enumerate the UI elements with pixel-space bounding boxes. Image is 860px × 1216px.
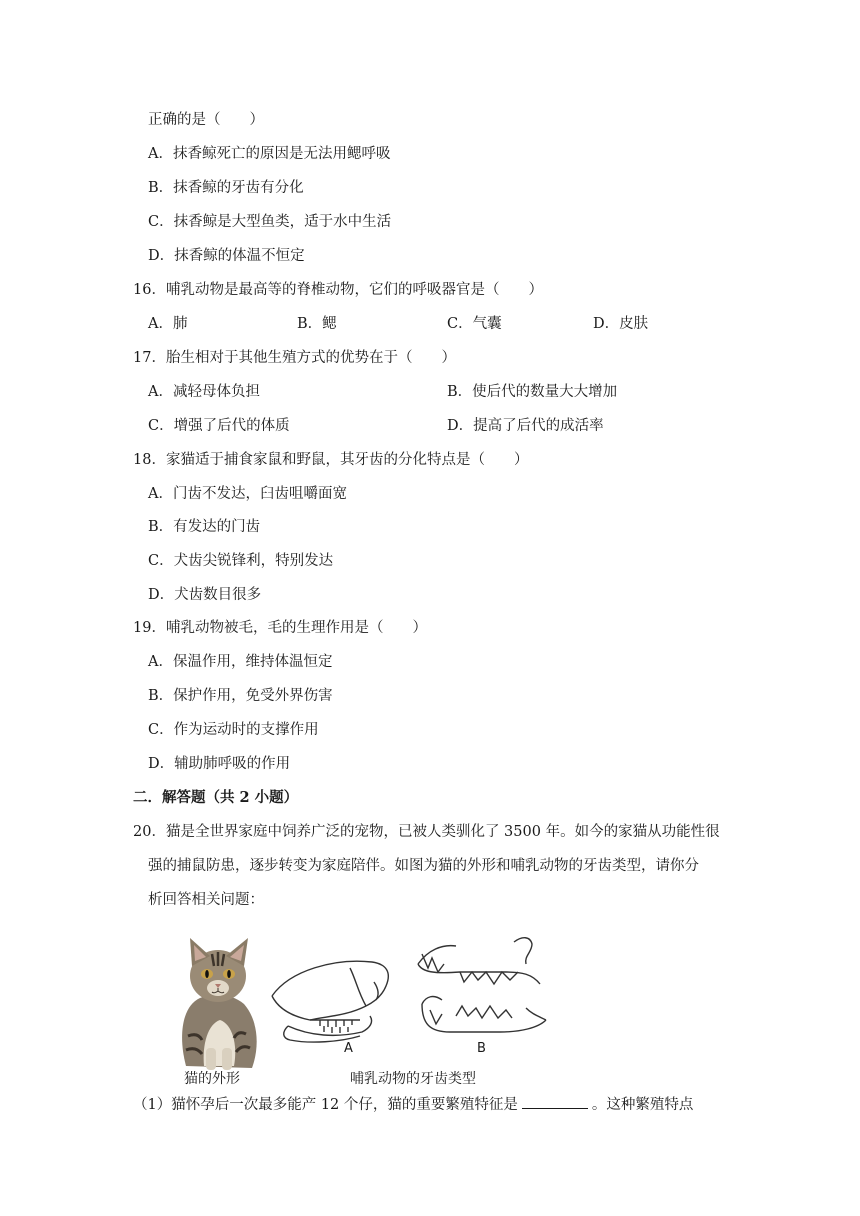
figure-illustration	[160, 928, 580, 1088]
question-17-option-b: B．使后代的数量大大增加	[447, 384, 618, 400]
question-15-option-a: A．抹香鲸死亡的原因是无法用鳃呼吸	[148, 146, 391, 162]
question-16-option-c: C．气囊	[447, 316, 502, 332]
question-19-option-b: B．保护作用，免受外界伤害	[148, 688, 333, 704]
sub-1-text-after: 。这种繁殖特点	[591, 1097, 694, 1113]
question-20-stem-line-1: 20．猫是全世界家庭中饲养广泛的宠物，已被人类驯化了 3500 年。如今的家猫从功能性很	[133, 824, 720, 840]
question-15-option-c: C．抹香鲸是大型鱼类，适于水中生活	[148, 214, 392, 230]
question-15-option-b: B．抹香鲸的牙齿有分化	[148, 180, 304, 196]
question-20-stem-line-3: 析回答相关问题：	[148, 892, 264, 908]
question-17-option-a: A．减轻母体负担	[148, 384, 260, 400]
question-18-option-c: C．犬齿尖锐锋利，特别发达	[148, 553, 334, 569]
question-18-option-d: D．犬齿数目很多	[148, 587, 262, 603]
teeth-diagram-a	[272, 961, 388, 1042]
question-20-sub-1	[133, 1094, 693, 1115]
question-16-option-a: A．肺	[148, 316, 188, 332]
question-19-option-c: C．作为运动时的支撑作用	[148, 722, 319, 738]
question-17-stem: 17．胎生相对于其他生殖方式的优势在于（ ）	[133, 350, 456, 366]
teeth-caption: 哺乳动物的牙齿类型	[350, 1071, 476, 1087]
question-19-option-d: D．辅助肺呼吸的作用	[148, 756, 291, 772]
question-16-stem: 16．哺乳动物是最高等的脊椎动物，它们的呼吸器官是（ ）	[133, 282, 543, 298]
question-17-option-c: C．增强了后代的体质	[148, 418, 290, 434]
question-19-option-a: A．保温作用，维持体温恒定	[148, 654, 333, 670]
teeth-diagram-b	[418, 938, 546, 1032]
question-15-stem-continuation: 正确的是（ ）	[148, 112, 264, 128]
sub-1-text-before: （1）猫怀孕后一次最多能产 12 个仔，猫的重要繁殖特征是	[133, 1097, 518, 1113]
cat-caption: 猫的外形	[184, 1071, 240, 1087]
question-18-option-b: B．有发达的门齿	[148, 519, 261, 535]
question-15-option-d: D．抹香鲸的体温不恒定	[148, 248, 305, 264]
teeth-label-a: A	[344, 1041, 353, 1056]
question-18-option-a: A．门齿不发达，臼齿咀嚼面宽	[148, 486, 347, 502]
question-18-stem: 18．家猫适于捕食家鼠和野鼠，其牙齿的分化特点是（ ）	[133, 452, 529, 468]
question-16-option-b: B．鳃	[297, 316, 337, 332]
question-16-option-d: D．皮肤	[593, 316, 649, 332]
question-20-stem-line-2: 强的捕鼠防患，逐步转变为家庭陪伴。如图为猫的外形和哺乳动物的牙齿类型，请你分	[148, 858, 699, 874]
cat-photo	[182, 938, 257, 1070]
section-heading: 二．解答题（共 2 小题）	[133, 789, 299, 806]
answer-blank[interactable]	[522, 1094, 588, 1109]
teeth-label-b: B	[477, 1041, 486, 1056]
question-19-stem: 19．哺乳动物被毛，毛的生理作用是（ ）	[133, 620, 427, 636]
question-20-figure	[160, 928, 580, 1088]
question-17-option-d: D．提高了后代的成活率	[447, 418, 604, 434]
